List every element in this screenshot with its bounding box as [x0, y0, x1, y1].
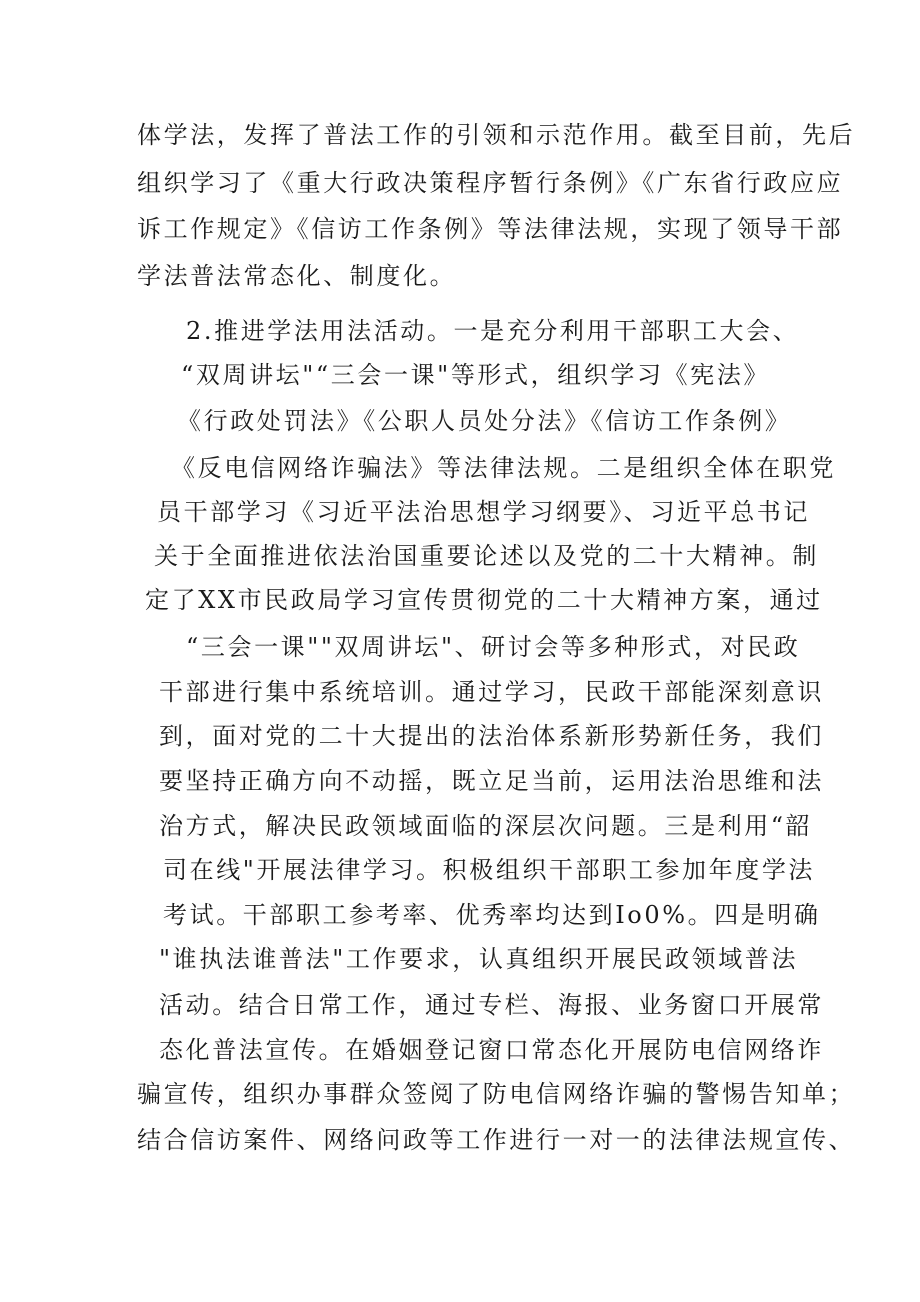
- text-line: 组织学习了《重大行政决策程序暂行条例》《广东省行政应应: [137, 169, 844, 197]
- text-line: 态化普法宣传。在婚姻登记窗口常态化开展防电信网络诈: [159, 1036, 824, 1064]
- text-line: 员干部学习《习近平法治思想学习纲要》、习近平总书记: [157, 498, 810, 526]
- text-line: “三会一课""双周讲坛"、研讨会等多种形式，对民政: [186, 633, 801, 661]
- text-line: 到，面对党的二十大提出的法治体系新形势新任务，我们: [159, 722, 824, 750]
- text-line: 关于全面推进依法治国重要论述以及党的二十大精神。制: [154, 542, 819, 570]
- text-line: 司在线"开展法律学习。积极组织干部职工参加年度学法: [163, 856, 816, 884]
- text-line: 考试。干部职工参考率、优秀率均达到Io0%。四是明确: [163, 901, 821, 929]
- text-line: 诉工作规定》《信访工作条例》等法律法规，实现了领导干部: [137, 215, 844, 243]
- text-line: 治方式，解决民政领域面临的深层次问题。三是利用“韶: [159, 812, 813, 840]
- text-line: "谁执法谁普法"工作要求，认真组织开展民政领域普法: [159, 945, 799, 973]
- text-line: “双周讲坛"“三会一课"等形式，组织学习《宪法》: [181, 361, 771, 389]
- text-line: 要坚持正确方向不动摇，既立足当前，运用法治思维和法: [159, 767, 824, 795]
- text-line: 骗宣传，组织办事群众签阅了防电信网络诈骗的警惕告知单；: [137, 1080, 856, 1108]
- text-line: 结合信访案件、网络问政等工作进行一对一的法律法规宣传、: [137, 1126, 856, 1154]
- text-line: 定了XX市民政局学习宣传贯彻党的二十大精神方案，通过: [145, 586, 823, 614]
- text-line: 学法普法常态化、制度化。: [137, 262, 457, 290]
- text-line: 2.推进学法用法活动。一是充分利用干部职工大会、: [186, 317, 800, 345]
- text-line: 活动。结合日常工作，通过专栏、海报、业务窗口开展常: [159, 991, 824, 1019]
- text-line: 《行政处罚法》《公职人员处分法》《信访工作条例》: [177, 407, 792, 435]
- text-line: 《反电信网络诈骗法》等法律法规。二是组织全体在职党: [171, 454, 836, 482]
- text-line: 干部进行集中系统培训。通过学习，民政干部能深刻意识: [159, 678, 824, 706]
- text-line: 体学法，发挥了普法工作的引领和示范作用。截至目前，先后: [137, 121, 856, 149]
